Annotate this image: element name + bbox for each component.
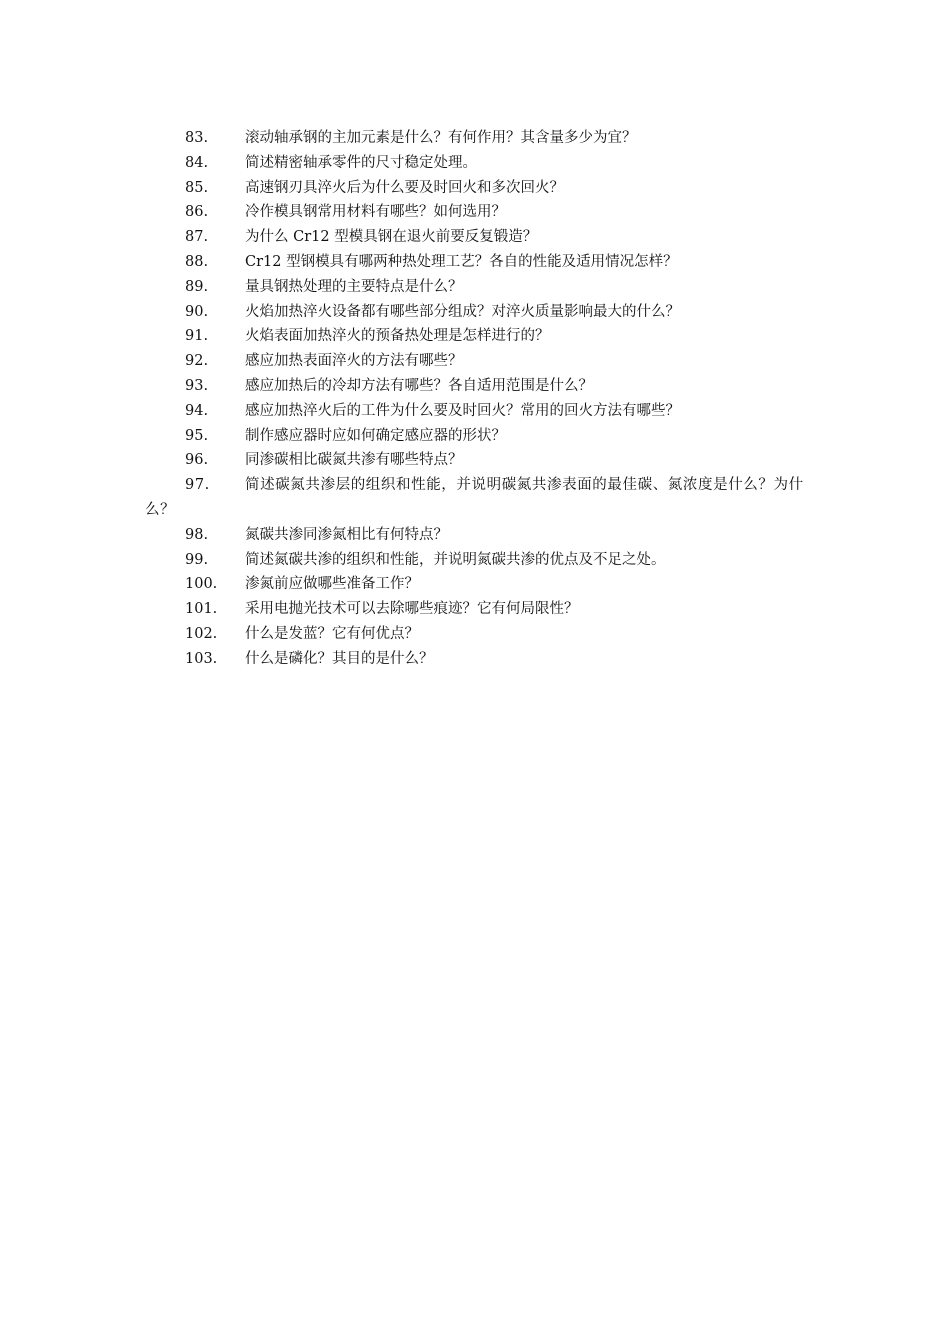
question-number: 98. [185,526,209,543]
question-number: 85. [185,179,209,196]
list-item [145,126,810,151]
question-text: 感应加热淬火后的工件为什么要及时回火？常用的回火方法有哪些？ [245,402,680,419]
question-text: 火焰表面加热淬火的预备热处理是怎样进行的？ [245,328,550,345]
question-number: 100. [185,576,218,593]
question-number: 95. [185,427,209,444]
question-number: 96. [185,452,209,469]
list-item [145,424,810,449]
question-number: 83. [185,130,209,146]
question-text: 冷作模具钢常用材料有哪些？如何选用？ [245,204,506,221]
question-text: Cr12 型钢模具有哪两种热处理工艺？各自的性能及适用情况怎样？ [245,253,678,270]
question-number: 89. [185,278,209,295]
list-item [145,473,810,523]
question-text: 采用电抛光技术可以去除哪些痕迹？它有何局限性？ [245,601,579,618]
question-text: 什么是磷化？其目的是什么？ [245,650,434,667]
question-text: 渗氮前应做哪些准备工作？ [245,576,419,593]
question-number: 101. [185,601,218,618]
list-item [145,572,810,597]
question-number: 99. [185,551,209,568]
question-text: 氮碳共渗同渗氮相比有何特点？ [245,526,448,543]
question-number: 91. [185,328,209,345]
list-item [145,349,810,374]
list-item [145,448,810,473]
question-text: 感应加热后的冷却方法有哪些？各自适用范围是什么？ [245,377,593,394]
question-text: 滚动轴承钢的主加元素是什么？有何作用？其含量多少为宜？ [245,130,637,146]
list-item [145,225,810,250]
question-text: 同渗碳相比碳氮共渗有哪些特点？ [245,452,463,469]
question-number: 88. [185,253,209,270]
question-number: 92. [185,353,209,370]
question-number: 86. [185,204,209,221]
list-item [145,324,810,349]
question-number: 103. [185,650,218,667]
question-text: 量具钢热处理的主要特点是什么？ [245,278,463,295]
question-number: 84. [185,154,209,171]
list-item [145,275,810,300]
question-text: 火焰加热淬火设备都有哪些部分组成？对淬火质量影响最大的什么？ [245,303,680,320]
question-text: 制作感应器时应如何确定感应器的形状？ [245,427,506,444]
question-number: 87. [185,229,209,246]
list-item [145,523,810,548]
list-item [145,374,810,399]
list-item [145,200,810,225]
list-item [145,597,810,622]
question-list [145,126,810,672]
list-item [145,250,810,275]
list-item [145,399,810,424]
question-number: 90. [185,303,209,320]
question-text: 为什么 Cr12 型模具钢在退火前要反复锻造？ [245,229,538,246]
list-item [145,622,810,647]
question-number: 102. [185,625,218,642]
list-item [145,176,810,201]
list-item [145,647,810,672]
question-text: 感应加热表面淬火的方法有哪些？ [245,353,463,370]
list-item [145,151,810,176]
list-item [145,300,810,325]
list-item [145,548,810,573]
question-number: 94. [185,402,209,419]
question-text: 简述精密轴承零件的尺寸稳定处理。 [245,154,477,171]
question-text: 什么是发蓝？它有何优点？ [245,625,419,642]
question-text: 简述氮碳共渗的组织和性能，并说明氮碳共渗的优点及不足之处。 [245,551,666,568]
question-number: 93. [185,377,209,394]
question-text: 简述碳氮共渗层的组织和性能，并说明碳氮共渗表面的最佳碳、氮浓度是什么？为什么？ [145,477,804,518]
question-text: 高速钢刃具淬火后为什么要及时回火和多次回火？ [245,179,564,196]
question-number: 97. [185,477,210,494]
